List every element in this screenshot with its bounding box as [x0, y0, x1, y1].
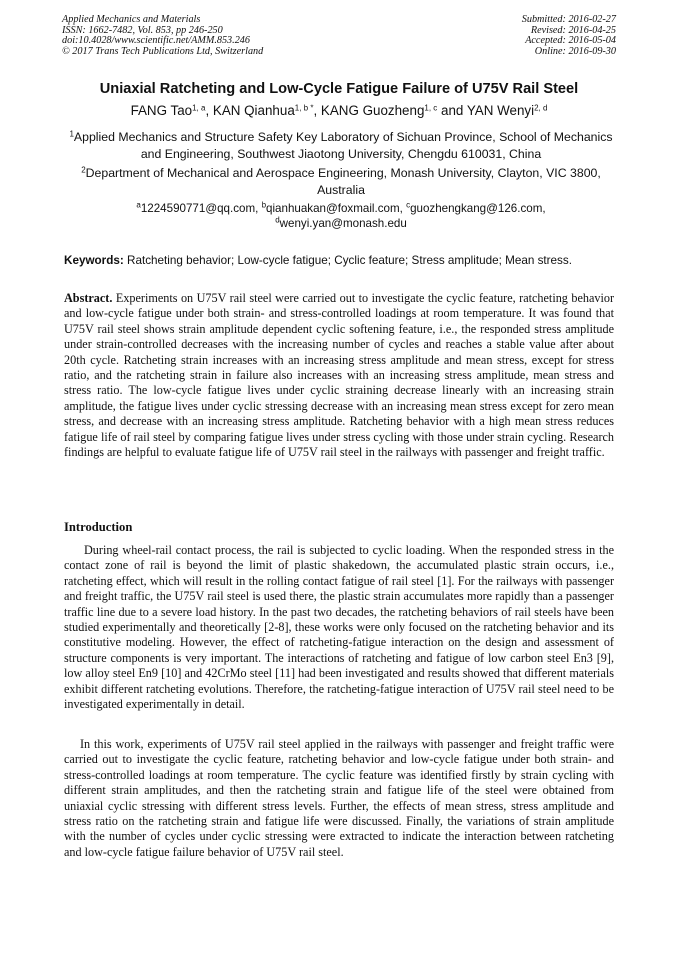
affiliation-sup: 1 [69, 129, 74, 139]
intro-paragraph-1: During wheel-rail contact process, the rail is subjected to cyclic loading. When the responded stress in the contact zone of rail is beyond the limit of plastic shakedown, the accumulated plastic strain occurs, i.e., ratcheting effect, which will result in the rolling contact fatigue of rail steel [1]. For the railways with passenger and freight traffic, the U75V rail steel is used there, the plastic strain accumulates more rapidly than a passenger traffic line due to a severe load history. In the past two decades, the ratcheting behaviors of rail steels have been studied experimentally and theoretically [2-8], these works were only focused on the ratcheting behavior and its constitutive modeling. However, the effect of ratcheting-fatigue interaction on the design and assessment of structure components is very important. The interactions of ratcheting and fatigue of low carbon steel En3 [9], low alloy steel En9 [10] and 42CrMo steel [11] had been investigated and results showed that different materials exhibit different ratcheting evolutions. Therefore, the ratcheting-fatigue interaction of U75V rail steel need to be investigated experimentally in detail. [64, 543, 614, 712]
accepted-date: Accepted: 2016-05-04 [525, 35, 616, 47]
author-sup: 1, b * [294, 103, 314, 113]
email-sup: c [406, 200, 411, 210]
author-name: FANG Tao [130, 103, 193, 118]
issn-line: ISSN: 1662-7482, Vol. 853, pp 246-250 [62, 24, 223, 36]
author-name: KANG Guozheng [320, 103, 425, 118]
author-name: KAN Qianhua [212, 103, 295, 118]
email-text: qianhuakan@foxmail.com [266, 202, 400, 215]
affiliation-text: Department of Mechanical and Aerospace Engineering, Monash University, Clayton, VIC 3800, Australia [85, 166, 601, 197]
journal-name: Applied Mechanics and Materials [62, 14, 201, 25]
intro-paragraph-2: In this work, experiments of U75V rail steel applied in the railways with passenger and freight traffic were carried out to investigate the cyclic feature, ratcheting behavior and low-cycle fatigue under both strain- and stress-controlled loadings at room temperature. The cyclic feature was identified firstly by strain cycling with different strain amplitudes, and then the ratcheting strain and fatigue life of the steel were obtained from uniaxial cyclic stressing with different stress levels. Further, the effects of mean stress, stress amplitude and stress ratio on the ratcheting strain and fatigue life were discussed. Finally, the variations of strain amplitude with the number of cycles under cyclic stressing were extracted to indicate the interaction between ratcheting and low-cycle fatigue failure behavior of U75V rail steel. [64, 737, 614, 859]
email-text: wenyi.yan@monash.edu [279, 217, 407, 230]
email-d[interactable] [275, 217, 407, 230]
abstract-text: Experiments on U75V rail steel were carried out to investigate the cyclic feature, ratcheting behavior and low-cycle fatigue under both strain- and stress-controlled loadings at room temperature. It was found that U75V rail steel shows strain amplitude dependent cyclic softening feature, i.e., the responded stress amplitude under strain-controlled decreases with the increasing number of cycles and reaches a stable value after about 20th cycle. Ratcheting strain increases with an increasing stress amplitude and mean stress, except for stress ratio, and the ratcheting strain in failure also increases with an increasing stress amplitude, mean stress and stress ratio. The low-cycle fatigue lives under cyclic straining decrease linearly with an increasing strain amplitude, the fatigue lives under cyclic stressing decrease with an increasing mean stress except for zero mean stress, and decrease with an increasing stress amplitude. Ratcheting behavior with a high mean stress reduces fatigue life of rail steel by comparing fatigue lives under stress cycling with those under strain cycling. Research findings are helpful to evaluate fatigue life of U75V rail steel in the railways with passenger and freight traffic. [64, 291, 614, 460]
keywords [64, 254, 624, 267]
affiliation-2 [66, 165, 616, 199]
keywords-text: Ratcheting behavior; Low-cycle fatigue; Cyclic feature; Stress amplitude; Mean stress. [127, 254, 572, 267]
email-list: $^a$1224590771@qq.com, $^b$qianhuakan@foxmail.com, $^c$guozhengkang@126.com, $^d$wenyi.yan@monash.edu [136, 200, 546, 230]
author-sup: 1, c [424, 103, 438, 113]
paper-title: Uniaxial Ratcheting and Low-Cycle Fatigue Failure of U75V Rail Steel [99, 81, 579, 97]
journal-info [62, 15, 263, 57]
author-name: YAN Wenyi [466, 103, 535, 118]
affiliation-text: Applied Mechanics and Structure Safety Key Laboratory of Sichuan Province, School of Mechanics and Engineering, Southwest Jiaotong University, Chengdu 610031, China [73, 130, 613, 161]
author-sep: , [205, 103, 213, 118]
section-heading: Introduction [64, 520, 133, 534]
email-c[interactable] [406, 202, 542, 215]
email-sup: b [261, 200, 267, 210]
author-sep: , [313, 103, 321, 118]
email-a[interactable] [136, 202, 255, 215]
submitted-date: Submitted: 2016-02-27 [521, 14, 616, 25]
copyright-line: © 2017 Trans Tech Publications Ltd, Switzerland [62, 45, 264, 57]
dates-info [522, 15, 616, 57]
email-text: guozhengkang@126.com [410, 202, 543, 215]
email-b[interactable] [262, 202, 400, 215]
author-sup: 1, a [192, 103, 206, 113]
abstract [64, 291, 614, 460]
author-sup: 2, d [534, 103, 548, 113]
abstract-label: Abstract. [64, 291, 113, 305]
author-sep: and [437, 103, 467, 118]
email-sup: a [136, 200, 141, 210]
revised-date: Revised: 2016-04-25 [530, 24, 616, 36]
affiliation-sup: 2 [81, 165, 86, 175]
affiliation-1 [66, 129, 616, 163]
online-date: Online: 2016-09-30 [534, 45, 616, 57]
keywords-label: Keywords: [64, 254, 124, 267]
doi-line: doi:10.4028/www.scientific.net/AMM.853.246 [62, 35, 250, 47]
author-list [0, 103, 678, 118]
email-sup: d [275, 215, 280, 225]
email-text: 1224590771@qq.com [140, 202, 256, 215]
